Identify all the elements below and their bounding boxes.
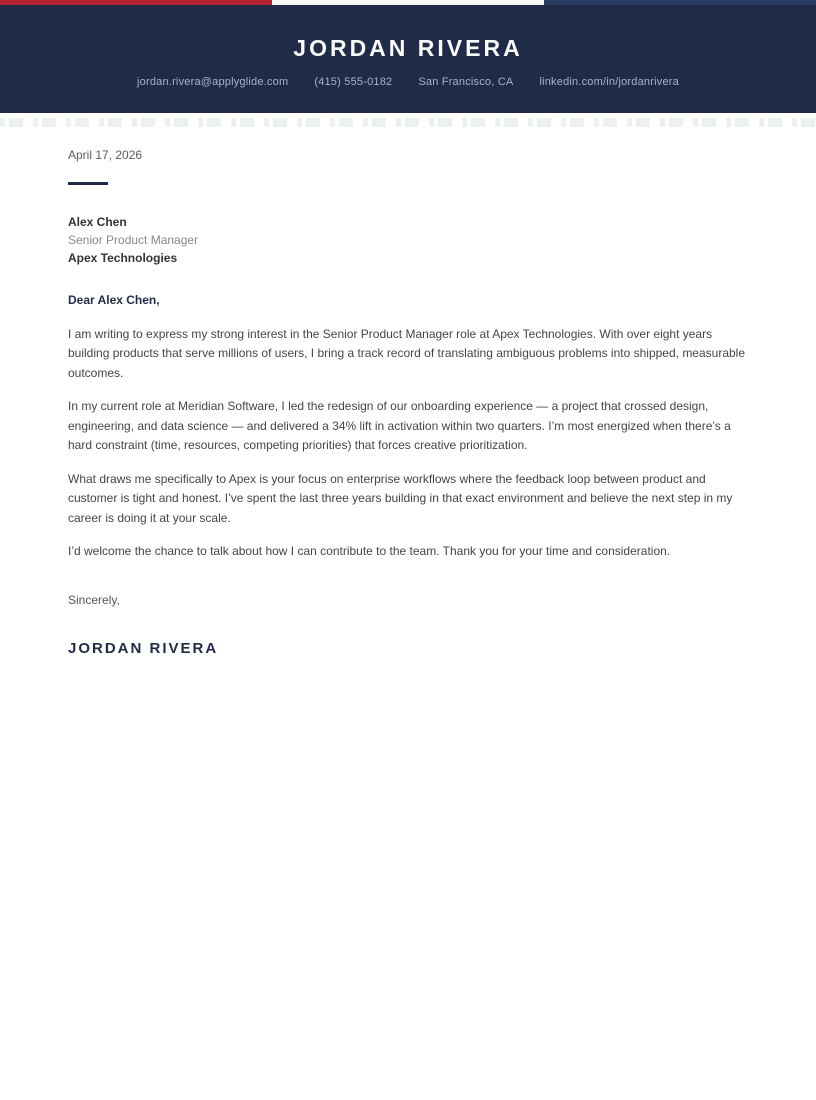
tricolor-accent-stripe: [0, 0, 816, 5]
paragraph-intro: I am writing to express my strong interest in the Senior Product Manager role at Apex Technologies. With over eight years building products that serve millions of users, I bring a track record of translating ambiguous problems into shipped, measurable outcomes.: [68, 326, 746, 380]
contact-phone: (415) 555-0182: [314, 75, 393, 88]
paragraph-thanks: I’d welcome the chance to talk about how I can contribute to the team. Thank you for your time and consideration.: [68, 544, 671, 559]
recipient-block: [68, 213, 746, 267]
signature-name: JORDAN RIVERA: [68, 640, 219, 658]
stripe-segment-red: [0, 0, 272, 5]
perforation-dash-decoration: [0, 118, 816, 127]
paragraph-experience: In my current role at Meridian Software, I led the redesign of our onboarding experience — a project that crossed design, engineering, and data science — and delivered a 34% lift in activation within two quarters. I’m most energized when there’s a hard constraint (time, resources, competing priorities) that forces creative prioritization.: [68, 399, 731, 453]
stripe-segment-white: [272, 0, 544, 5]
letterhead: [0, 5, 816, 113]
contact-location: San Francisco, CA: [418, 75, 514, 88]
applicant-name-heading: JORDAN RIVERA: [293, 35, 523, 62]
accent-divider-rule: [68, 182, 108, 185]
contact-info-row: [137, 76, 679, 88]
greeting-line: Dear Alex Chen,: [68, 293, 160, 308]
recipient-title: Senior Product Manager: [68, 233, 199, 248]
letter-date: April 17, 2026: [68, 148, 143, 162]
recipient-name: Alex Chen: [68, 215, 127, 230]
stripe-segment-blue: [544, 0, 816, 5]
contact-linkedin: linkedin.com/in/jordanrivera: [539, 75, 679, 88]
closing-line: Sincerely,: [68, 592, 120, 607]
recipient-company: Apex Technologies: [68, 251, 178, 266]
paragraph-motivation: What draws me specifically to Apex is your focus on enterprise workflows where the feedback loop between product and customer is tight and honest. I’ve spent the last three years building in that exact environment and believe the next step in my career is doing it at your scale.: [68, 471, 733, 525]
contact-email: jordan.rivera@applyglide.com: [137, 75, 289, 88]
letter-body: [0, 127, 816, 658]
